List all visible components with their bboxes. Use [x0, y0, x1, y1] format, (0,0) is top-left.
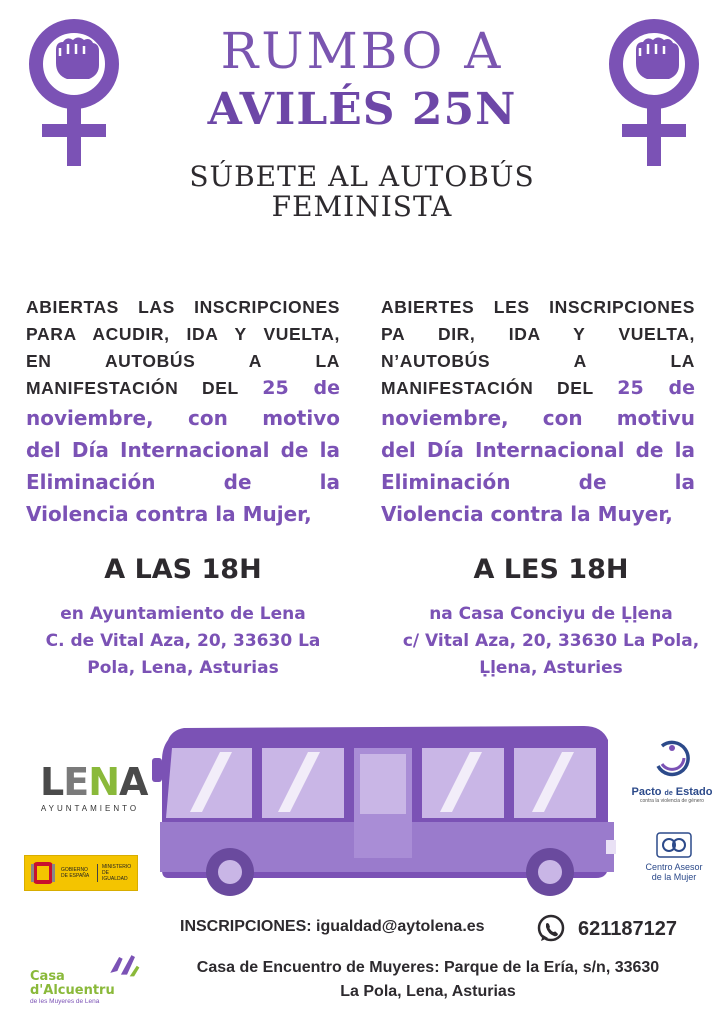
right-upper-line: ABIERTES LES INSCRIPCIONES: [381, 297, 695, 317]
pacto-title-de: de: [664, 790, 673, 797]
right-lower-line: Eliminación de la: [381, 470, 695, 494]
coat-of-arms-icon: [29, 858, 57, 888]
right-place-line: na Casa Conciyu de Ḷḷena: [429, 604, 673, 624]
title-line1: RUMBO A: [220, 22, 504, 80]
pacto-title-word: Pacto: [631, 786, 662, 798]
lena-letter: L: [40, 760, 64, 804]
phone-number[interactable]: 621187127: [578, 917, 678, 940]
gov-text: GOBIERNO DE ESPAÑA: [61, 867, 90, 879]
subtitle-line2: FEMINISTA: [271, 190, 453, 223]
registration-email[interactable]: INSCRIPCIONES: igualdad@aytolena.es: [180, 918, 485, 935]
left-lower-line: del Día Internacional de la: [26, 438, 340, 462]
casa-title-line1: Casa: [30, 969, 65, 984]
address-line1: Casa de Encuentro de Muyeres: Parque de la Ería, s/n, 33630: [196, 959, 660, 976]
bus-icon: [150, 722, 620, 900]
left-date-highlight: 25 de: [262, 377, 340, 399]
right-time: A LES 18H: [473, 554, 629, 585]
subtitle: [0, 162, 724, 222]
hands-icon: [105, 944, 140, 984]
title-line2: AVILÉS 25N: [207, 84, 517, 135]
lena-wordmark: [40, 760, 148, 804]
casa-sub: de les Muyeres de Lena: [30, 998, 100, 1005]
left-upper-line: PARA ACUDIR, IDA Y VUELTA,: [26, 324, 340, 344]
centro-line2: de la Mujer: [651, 872, 697, 882]
right-lower-line: noviembre, con motivu: [381, 406, 695, 430]
casa-title-block: [30, 970, 115, 998]
subtitle-line1: SÚBETE AL AUTOBÚS: [189, 160, 535, 193]
casa-header: [30, 944, 140, 998]
right-date-highlight: 25 de: [617, 377, 695, 399]
left-column: [26, 294, 340, 530]
phone-row: [536, 914, 677, 944]
left-upper-last-text: MANIFESTACIÓN DEL: [26, 378, 239, 398]
left-time: A LAS 18H: [104, 554, 262, 585]
left-place-line: en Ayuntamiento de Lena: [60, 604, 306, 624]
right-lower-line: del Día Internacional de la: [381, 438, 695, 462]
lena-letter: N: [88, 760, 119, 804]
gobierno-logo: [24, 855, 138, 891]
right-place-line: c/ Vital Aza, 20, 33630 La Pola,: [402, 631, 700, 651]
left-place-line: Pola, Lena, Asturias: [87, 658, 279, 678]
address: [150, 956, 706, 1004]
right-upper-line: N’AUTOBÚS A LA: [381, 351, 695, 371]
pacto-circle-icon: [650, 736, 694, 780]
centro-asesor-icon: [656, 832, 692, 858]
right-column: [381, 294, 695, 530]
centro-asesor-logo: [636, 832, 712, 882]
right-place-line: Ḷḷena, Asturies: [479, 658, 623, 678]
left-lower-last: Violencia contra la Mujer,: [26, 502, 312, 526]
registration-row: [180, 918, 485, 936]
whatsapp-icon: [536, 914, 566, 944]
right-place: [394, 601, 708, 682]
gov-ministry-text: MINISTERIO DE IGUALDAD: [97, 864, 129, 882]
centro-line1: Centro Asesor: [645, 862, 703, 872]
lena-sub: AYUNTAMIENTO: [40, 804, 140, 813]
left-upper-line: ABIERTAS LAS INSCRIPCIONES: [26, 297, 340, 317]
lena-letter: A: [119, 760, 148, 804]
address-line2: La Pola, Lena, Asturias: [340, 983, 516, 1000]
pacto-sub: contra la violencia de género: [640, 798, 704, 804]
casa-title-line2: d'Alcuentru: [30, 983, 115, 998]
right-upper-last: [381, 375, 695, 402]
casa-alcuentru-logo: [30, 944, 140, 1005]
left-lower-line: Eliminación de la: [26, 470, 340, 494]
left-upper-last: [26, 375, 340, 402]
pacto-title-word2: Estado: [675, 786, 713, 798]
left-place-line: C. de Vital Aza, 20, 33630 La: [45, 631, 321, 651]
right-upper-line: PA DIR, IDA Y VUELTA,: [381, 324, 695, 344]
right-upper-last-text: MANIFESTACIÓN DEL: [381, 378, 594, 398]
right-lower-last: Violencia contra la Muyer,: [381, 502, 673, 526]
pacto-estado-logo: [630, 736, 714, 804]
left-place: [26, 601, 340, 682]
lena-logo: [40, 760, 148, 813]
left-lower-line: noviembre, con motivo: [26, 406, 340, 430]
lena-letter: E: [63, 760, 89, 804]
pacto-title: [630, 786, 714, 798]
left-upper-line: EN AUTOBÚS A LA: [26, 351, 340, 371]
